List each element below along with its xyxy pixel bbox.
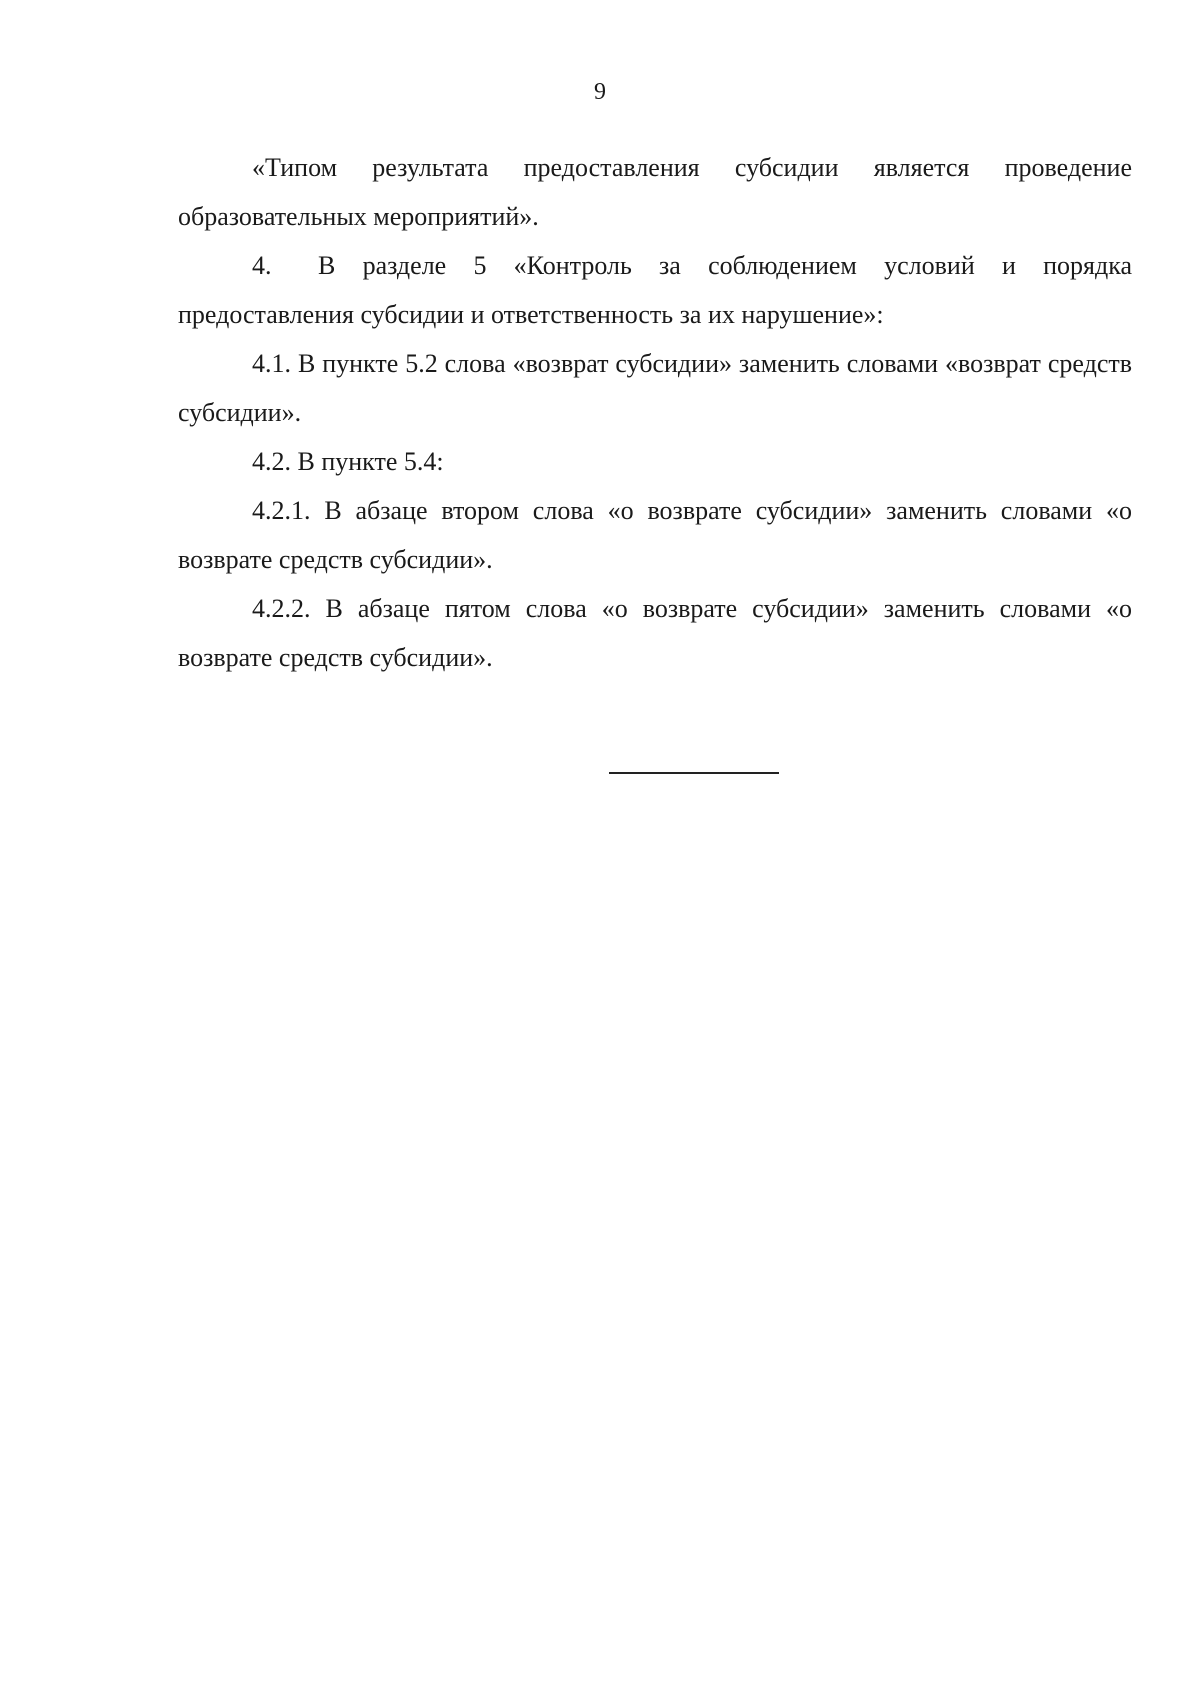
paragraph-number: 4. [252,251,272,280]
paragraph-4-1: 4.1. В пункте 5.2 слова «возврат субсидии» заменить словами «возврат средств субсидии». [178,349,1132,427]
paragraph-4-2: 4.2. В пункте 5.4: [252,447,444,476]
paragraph-4-2-2: 4.2.2. В абзаце пятом слова «о возврате субсидии» заменить словами «о возврате средств субсидии». [178,594,1132,672]
paragraph-text: В разделе 5 «Контроль за соблюдением условий и порядка предоставления субсидии и ответственность за их нарушение»: [178,251,1132,329]
paragraph-section-5 [178,241,1132,339]
paragraph-result-type: «Типом результата предоставления субсидии является проведение образовательных мероприятий». [178,153,1132,231]
document-body [178,143,1132,682]
end-separator-line [609,772,779,774]
paragraph-4-2-1: 4.2.1. В абзаце втором слова «о возврате субсидии» заменить словами «о возврате средств субсидии». [178,496,1132,574]
page-number: 9 [594,79,606,105]
